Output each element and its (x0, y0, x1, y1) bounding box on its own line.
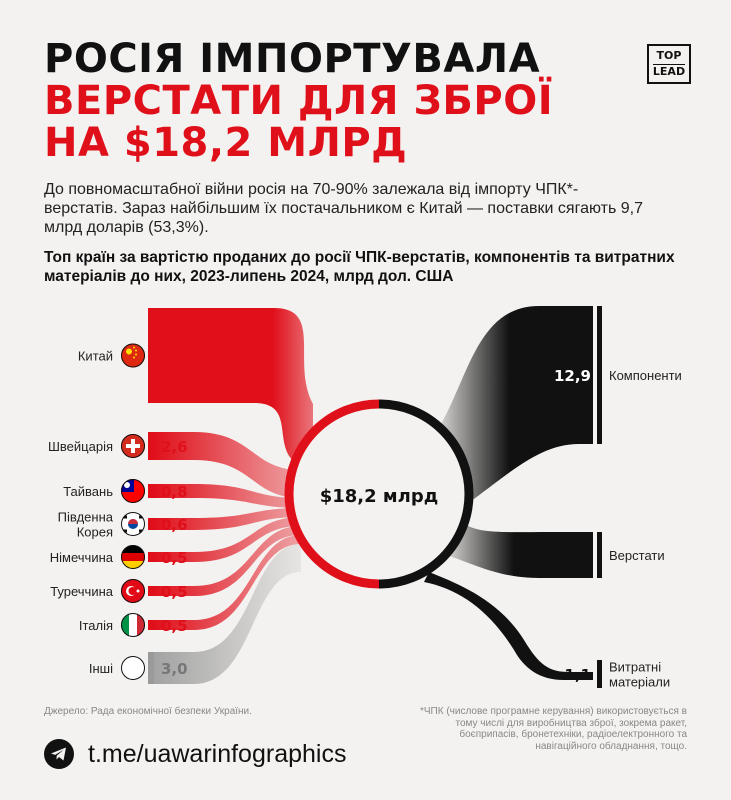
source-name-1: Швейцарія (48, 439, 113, 454)
target-bar-1 (597, 532, 602, 578)
target-value-0: 12,9 (553, 367, 591, 385)
logo-bottom-text: LEAD (652, 65, 686, 78)
source-name-0: Китай (77, 348, 113, 364)
source-bar-0 (148, 308, 154, 403)
chart-subtitle: Топ країн за вартістю проданих до росії ЧПК-верстатів, компонентів та витратних матеріалів до них, 2023-липень 2024, млрд дол. США (44, 249, 675, 285)
source-note: Джерело: Рада економічної безпеки України. (44, 706, 252, 717)
source-bar-2 (148, 484, 154, 498)
source-name-3: Корея (76, 524, 113, 540)
source-value-4: 0,5 (161, 549, 188, 567)
target-bar-2 (597, 660, 602, 688)
source-value-1: 2,6 (161, 438, 188, 456)
target-name-2: матеріали (609, 674, 671, 690)
telegram-icon (44, 739, 74, 769)
source-name-5: Туреччина (50, 584, 113, 599)
source-name-4: Німеччина (49, 550, 113, 565)
source-name-7: Інші (88, 661, 113, 676)
source-value-3: 0,6 (161, 516, 188, 534)
telegram-link-block[interactable] (44, 738, 346, 770)
telegram-link[interactable]: t.me/uawarinfographics (88, 739, 347, 768)
source-bar-3 (148, 518, 154, 530)
title-line-1: РОСІЯ ІМПОРТУВАЛА (44, 36, 541, 82)
target-bar-0 (597, 306, 602, 444)
title-line-3: НА $18,2 МЛРД (44, 120, 408, 166)
source-bar-5 (148, 586, 154, 596)
source-value-6: 0,5 (161, 617, 188, 635)
target-name-2: Витратні (609, 659, 662, 675)
footnote: *ЧПК (числове програмне керування) використовується в тому числі для виробництва зброї, зокрема ракет, боєприпасів, бронетехніки, радіоелектронного та навігаційного обладнання, тощо. (419, 706, 687, 752)
source-name-6: Італія (78, 618, 113, 633)
flow-consumables (424, 572, 593, 680)
source-bar-6 (148, 620, 154, 630)
source-bar-7 (148, 652, 154, 684)
target-name-1: Верстати (609, 548, 665, 563)
source-value-7: 3,0 (161, 660, 188, 678)
total-value: $18,2 млрд (319, 486, 439, 507)
source-value-0: 9,7 (161, 347, 188, 366)
logo-top-text: TOP (656, 49, 682, 62)
source-value-2: 0,8 (161, 483, 188, 501)
target-value-1: 4,2 (564, 547, 591, 565)
source-name-3: Південна (57, 509, 113, 525)
source-value-5: 0,5 (161, 583, 188, 601)
source-bar-4 (148, 552, 154, 562)
intro-text: До повномасштабної війни росія на 70-90% залежала від імпорту ЧПК*-верстатів. Зараз найбільшим їх постачальником є Китай — поставки сягають 9,7 млрд доларів (53,3%). (44, 181, 643, 236)
source-name-2: Тайвань (63, 484, 113, 499)
target-name-0: Компоненти (609, 368, 682, 383)
target-value-2: 1,1 (564, 666, 591, 684)
title-line-2: ВЕРСТАТИ ДЛЯ ЗБРОЇ (44, 78, 554, 124)
source-bar-1 (148, 432, 154, 460)
